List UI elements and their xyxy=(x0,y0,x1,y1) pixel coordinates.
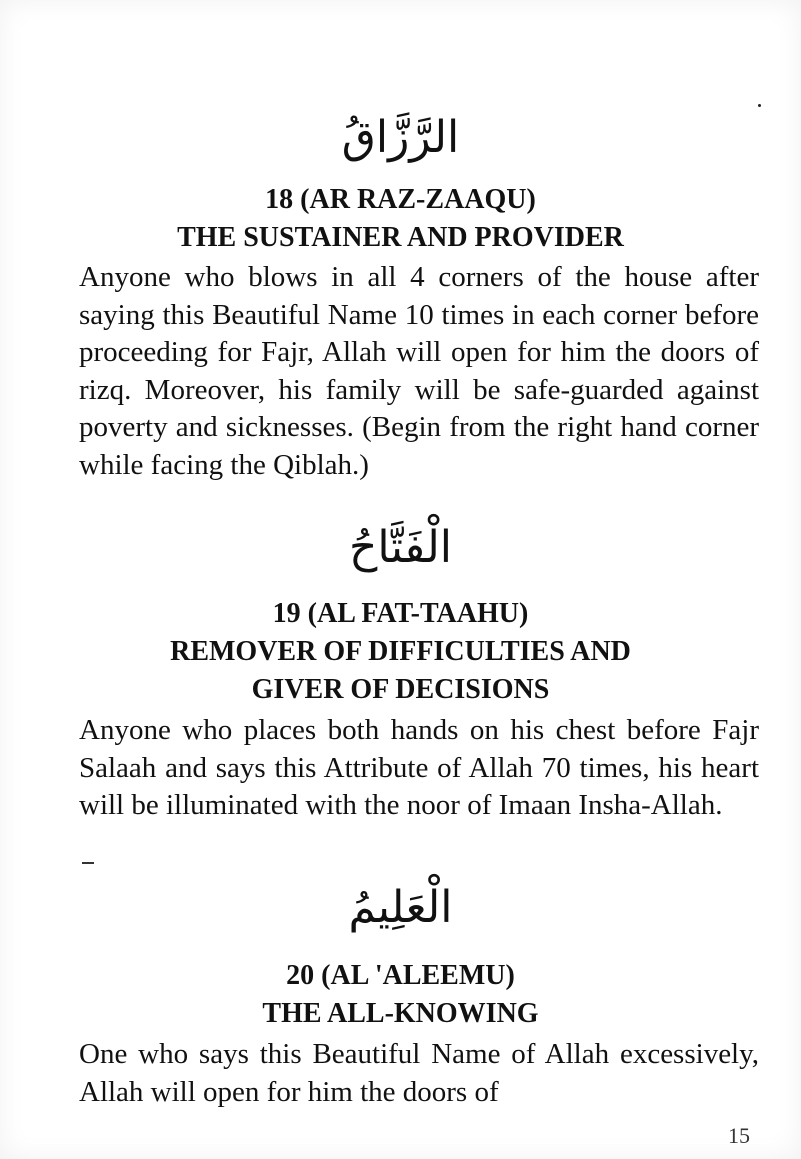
page-number: 15 xyxy=(728,1123,750,1148)
entry-20-number-title: 20 (AL 'ALEEMU) xyxy=(286,960,515,991)
arabic-name-19: الْفَتَّاحُ xyxy=(349,522,452,573)
entry-20-body: One who says this Beautiful Name of Allah excessively, Allah will open for him the doors of xyxy=(79,1038,759,1108)
scan-speck xyxy=(758,104,761,107)
entry-19-body: Anyone who places both hands on his chest before Fajr Salaah and says this Attribute of Allah 70 times, his heart will be illuminated with the noor of Imaan Insha-Allah. xyxy=(79,714,759,821)
entry-19-number-title: 19 (AL FAT-TAAHU) xyxy=(272,598,529,629)
scan-mark xyxy=(82,862,94,864)
arabic-name-18: الرَّزَّاقُ xyxy=(341,112,460,163)
entry-18-number-title: 18 (AR RAZ-ZAAQU) xyxy=(265,184,536,215)
entry-18-body: Anyone who blows in all 4 corners of the house after saying this Beautiful Name 10 times in each corner before proceeding for Fajr, Allah will open for him the doors of rizq. Moreover, his family will be safe-guarded against poverty and sicknesses. (Begin from the right hand corner while facing the Qiblah.) xyxy=(79,261,759,481)
arabic-name-20: الْعَلِيمُ xyxy=(348,882,453,933)
entry-19-meaning-line2: GIVER OF DECISIONS xyxy=(251,674,550,705)
entry-20-meaning: THE ALL-KNOWING xyxy=(262,998,539,1029)
entry-19-meaning: REMOVER OF DIFFICULTIES AND xyxy=(170,636,631,667)
entry-18-meaning: THE SUSTAINER AND PROVIDER xyxy=(177,222,624,253)
